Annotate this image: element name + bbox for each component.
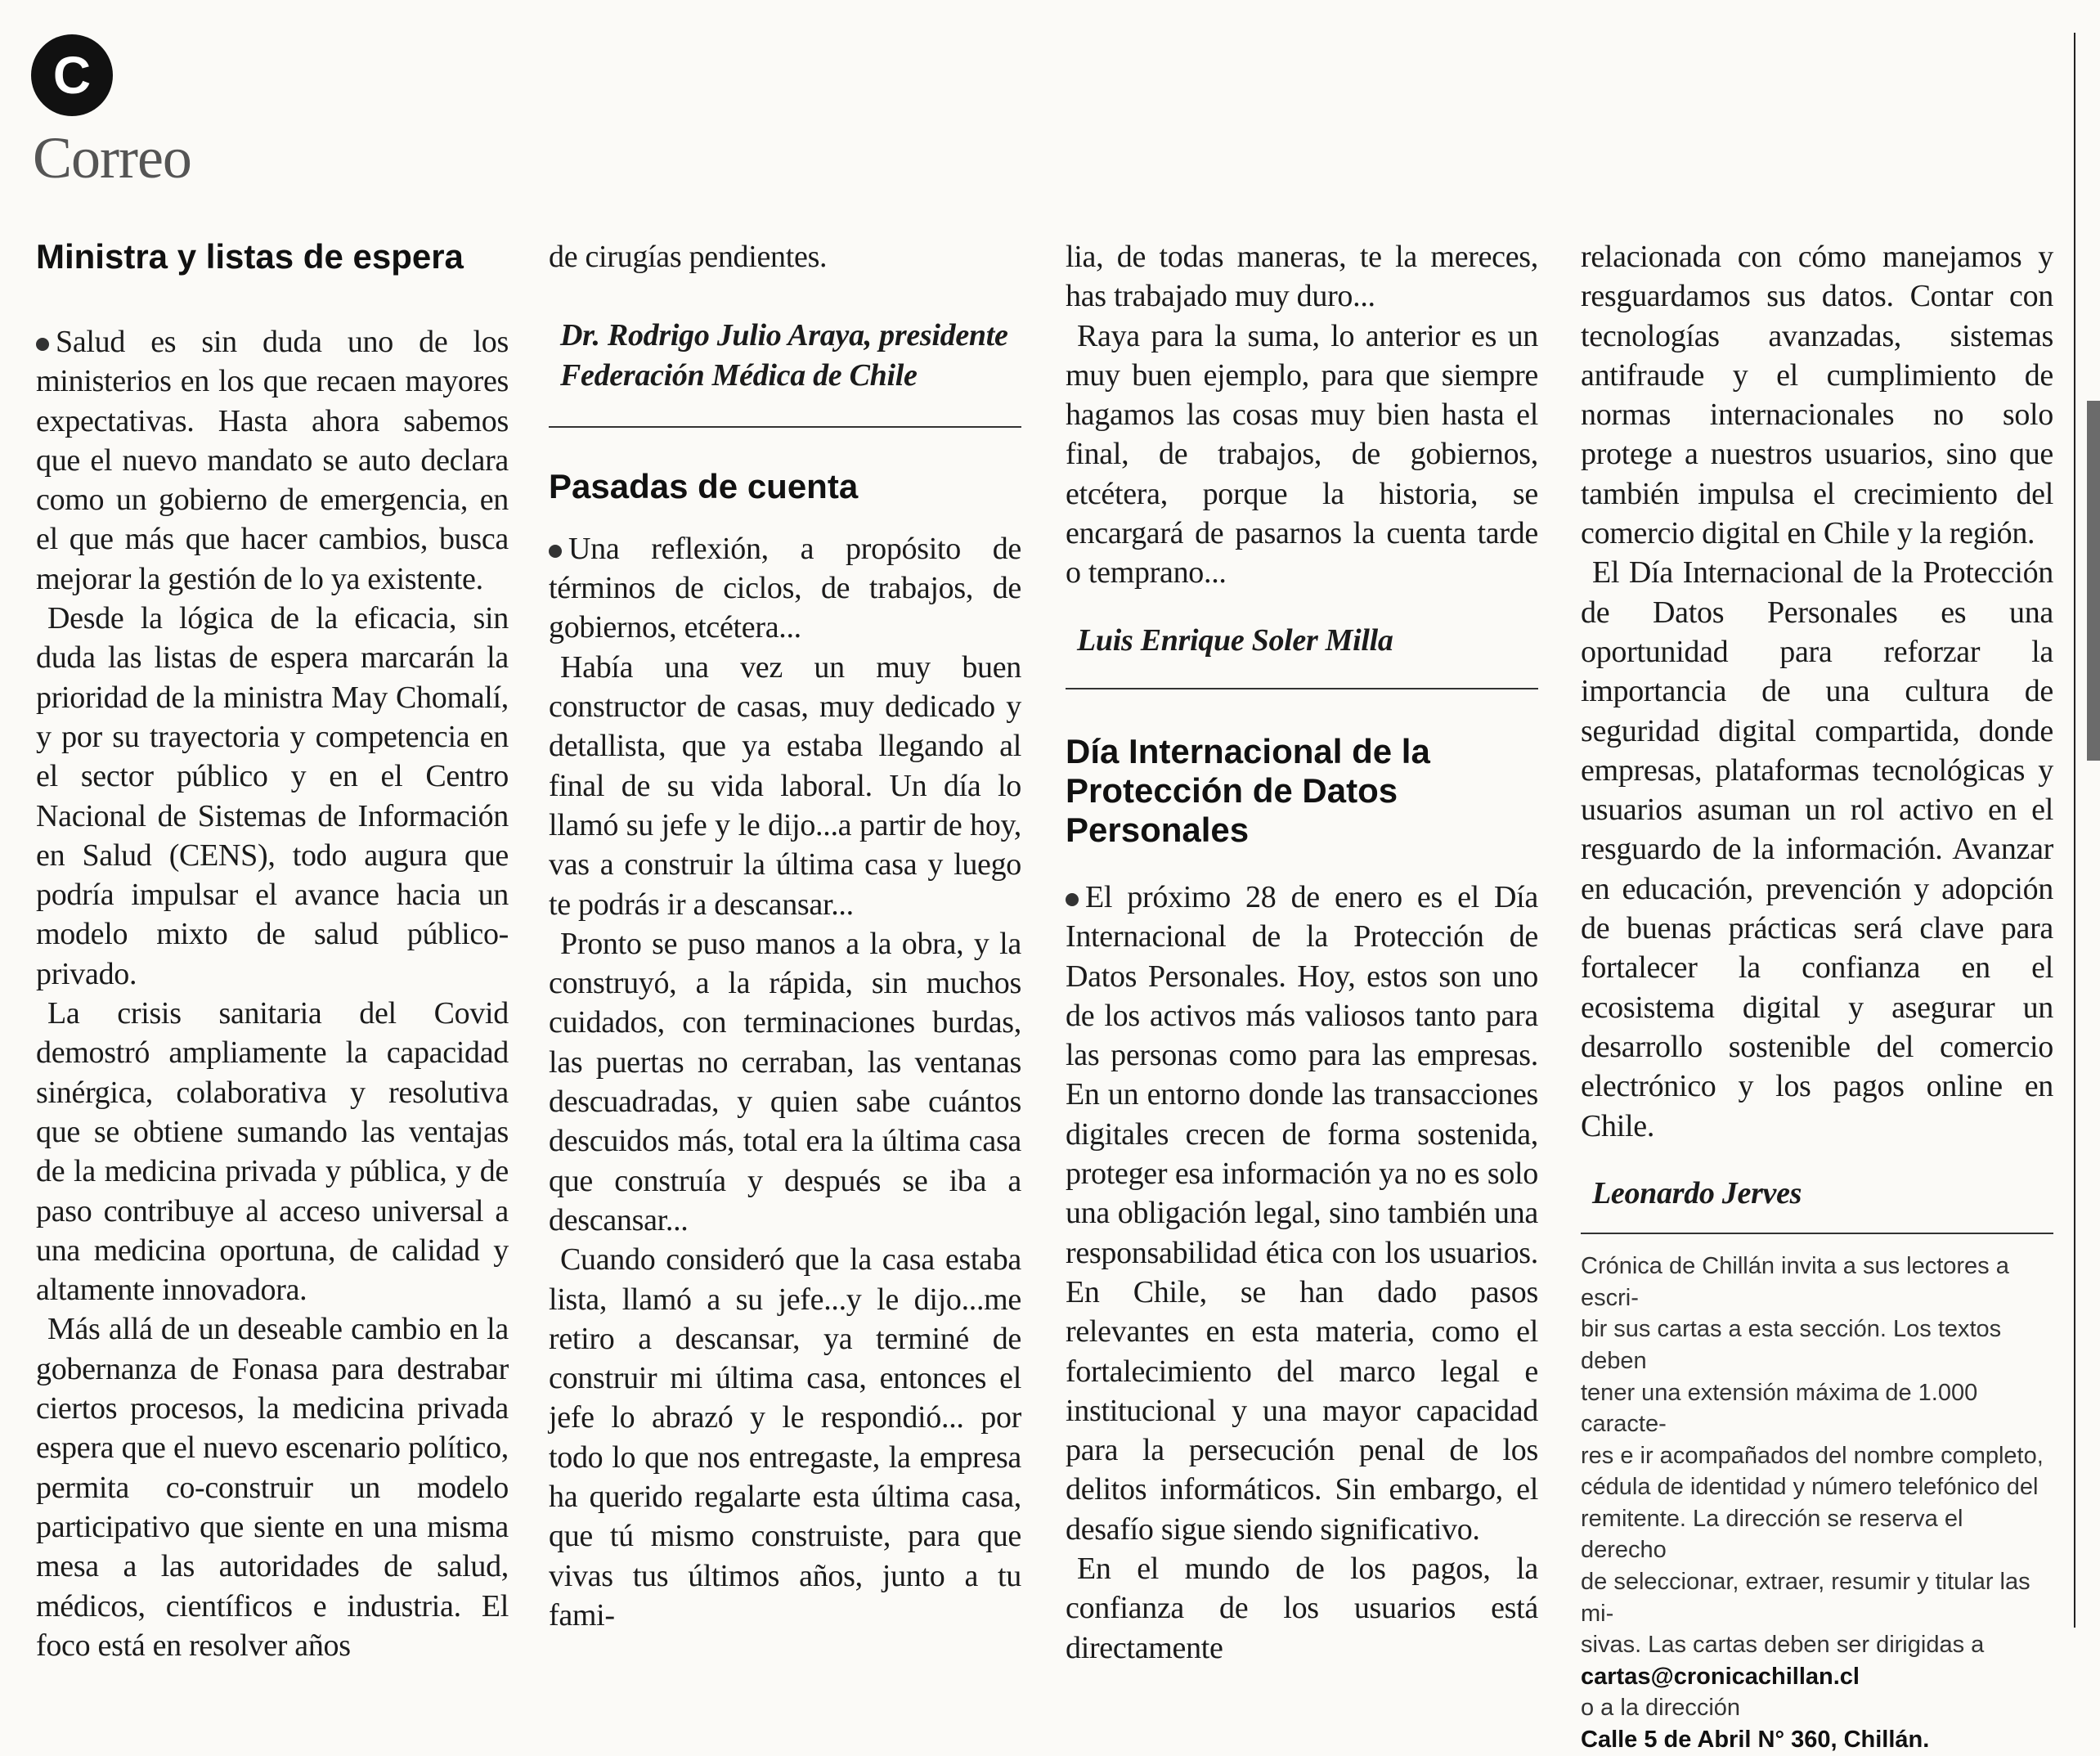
- notice-or-address: o a la dirección: [1581, 1695, 1741, 1722]
- section-logo: C: [31, 34, 113, 116]
- letter2-title: Pasadas de cuenta: [549, 466, 859, 505]
- letter3-paragraph: El próximo 28 de enero es el Día Internacional de la Protección de Datos Personales. Hoy, estos son uno de los activos más valiosos tanto para las personas como para las empresas. En un entorno donde las transacciones digitales crecen de forma sostenida, proteger esa información ya no es solo una obligación legal, sino también una responsabilidad ética con los usuarios. En Chile, se han dado pasos relevantes en esta materia, como el fortalecimiento del marco legal e institucional y una mayor capacidad para la persecución penal de los delitos informáticos. Sin embargo, el desafío sigue siendo significativo.: [1066, 879, 1538, 1547]
- letter3-signature: Leonardo Jerves: [1592, 1175, 1802, 1210]
- bullet-icon: [36, 338, 49, 351]
- bullet-icon: [1066, 893, 1079, 906]
- letter2-paragraph: Cuando consideró que la casa estaba lista, llamó a su jefe...y le dijo...me retiro a descansar, ya terminé de construir mi última casa, entonces el jefe lo abrazó y le respondió... por todo lo que nos entregaste, la empresa ha querido regalarte esta última casa, que tú mismo construiste, para que vivas tus últimos años, junto a tu fami-: [549, 1242, 1021, 1632]
- letter3-paragraph: relacionada con cómo manejamos y resguardamos sus datos. Contar con tecnologías avanzadas, sistemas antifraude y el cumplimiento de normas internacionales no solo protege a nuestros usuarios, sino que también impulsa el crecimiento del comercio digital en Chile y la región.: [1581, 240, 2053, 551]
- letter1-title: Ministra y listas de espera: [36, 237, 464, 276]
- bullet-icon: [549, 545, 562, 558]
- letter2-paragraph: Raya para la suma, lo anterior es un muy buen ejemplo, para que siempre hagamos las cosas muy bien hasta el final, de trabajos, de gobiernos, etcétera, porque la historia, se encargará de pasarnos la cuenta tarde o temprano...: [1066, 318, 1538, 591]
- column-4: [1581, 237, 2053, 1756]
- notice-line: remitente. La dirección se reserva el derecho: [1581, 1505, 1963, 1564]
- column-2: [549, 237, 1021, 1635]
- letter3-paragraph: En el mundo de los pagos, la confianza de los usuarios está directamente: [1066, 1552, 1538, 1665]
- notice-line: Crónica de Chillán invita a sus lectores a escri-: [1581, 1253, 2009, 1311]
- letter1-paragraph: Salud es sin duda uno de los ministerios en los que recaen mayores expectativas. Hasta ahora sabemos que el nuevo mandato se auto declara como un gobierno de emergencia, en el que más que hacer cambios, busca mejorar la gestión de lo ya existente.: [36, 325, 509, 596]
- letter2-signature: Luis Enrique Soler Milla: [1077, 622, 1393, 658]
- letter2-paragraph: Había una vez un muy buen constructor de casas, muy dedicado y detallista, que ya estaba llegando al final de su vida laboral. Un día lo llamó su jefe y le dijo...a partir de hoy, vas a construir la última casa y luego te podrás ir a descansar...: [549, 649, 1021, 922]
- notice-line: sivas. Las cartas deben ser dirigidas a: [1581, 1632, 1985, 1659]
- letter2-paragraph: Pronto se puso manos a la obra, y la construyó, a la rápida, sin muchos cuidados, con terminaciones burdas, las puertas no cerraban, las ventanas descuadradas, y quien sabe cuántos descuidos más, total era la última casa que construía y después se iba a descansar...: [549, 926, 1021, 1237]
- letter1-signature-affiliation: Federación Médica de Chile: [560, 357, 918, 393]
- letter3-title: Día Internacional de la Protección de Datos Personales: [1066, 731, 1430, 849]
- column-3: [1066, 237, 1538, 1668]
- letter1-paragraph: Desde la lógica de la eficacia, sin duda las listas de espera marcarán la prioridad de la ministra May Chomalí, y por su trayectoria y competencia en el sector público y en el Centro Nacional de Sistemas de Información en Salud (CENS), todo augura que podría impulsar el avance hacia un modelo mixto de salud público-privado.: [36, 601, 509, 991]
- notice-line: de seleccionar, extraer, resumir y titular las mi-: [1581, 1569, 2030, 1627]
- letter1-paragraph: La crisis sanitaria del Covid demostró ampliamente la capacidad sinérgica, colaborativa y resolutiva que se obtiene sumando las ventajas de la medicina privada y pública, y de paso contribuye al acceso universal a una medicina oportuna, de calidad y altamente innovadora.: [36, 996, 509, 1308]
- submission-notice: [1581, 1251, 2053, 1756]
- letter1-paragraph: Más allá de un deseable cambio en la gobernanza de Fonasa para destrabar ciertos procesos, la medicina privada espera que el nuevo escenario político, permita co-construir un modelo participativo que siente en una misma mesa a las autoridades de salud, médicos, científicos e industria. El foco está en resolver años: [36, 1312, 509, 1663]
- letter2-paragraph: Una reflexión, a propósito de términos de ciclos, de trabajos, de gobiernos, etcétera...: [549, 531, 1021, 645]
- column-1: [36, 237, 509, 1665]
- letter2-paragraph: lia, de todas maneras, te la mereces, has trabajado muy duro...: [1066, 240, 1538, 314]
- letter1-paragraph: de cirugías pendientes.: [549, 240, 828, 274]
- letter3-paragraph: El Día Internacional de la Protección de Datos Personales es una oportunidad para reforzar la importancia de una cultura de seguridad digital compartida, donde empresas, plataformas tecnológicas y usuarios asuman un rol activo en el resguardo de la información. Avanzar en educación, prevención y adopción de buenas prácticas será clave para fortalecer la confianza en el ecosistema digital y asegurar un desarrollo sostenible del comercio electrónico y los pagos online en Chile.: [1581, 555, 2053, 1143]
- notice-line: tener una extensión máxima de 1.000 caracte-: [1581, 1379, 1978, 1438]
- notice-line: cédula de identidad y número telefónico del: [1581, 1474, 2039, 1501]
- section-title: Correo: [33, 125, 191, 191]
- notice-line: bir sus cartas a esta sección. Los textos deben: [1581, 1316, 2002, 1374]
- notice-email: cartas@cronicachillan.cl: [1581, 1663, 1860, 1690]
- notice-line: res e ir acompañados del nombre completo,: [1581, 1442, 2044, 1469]
- notice-address: Calle 5 de Abril N° 360, Chillán.: [1581, 1727, 1930, 1754]
- letter1-signature: Dr. Rodrigo Julio Araya, presidente: [560, 318, 1008, 353]
- page-edge-rule: [2074, 33, 2075, 1628]
- adjacent-page-fragment: [2087, 401, 2100, 761]
